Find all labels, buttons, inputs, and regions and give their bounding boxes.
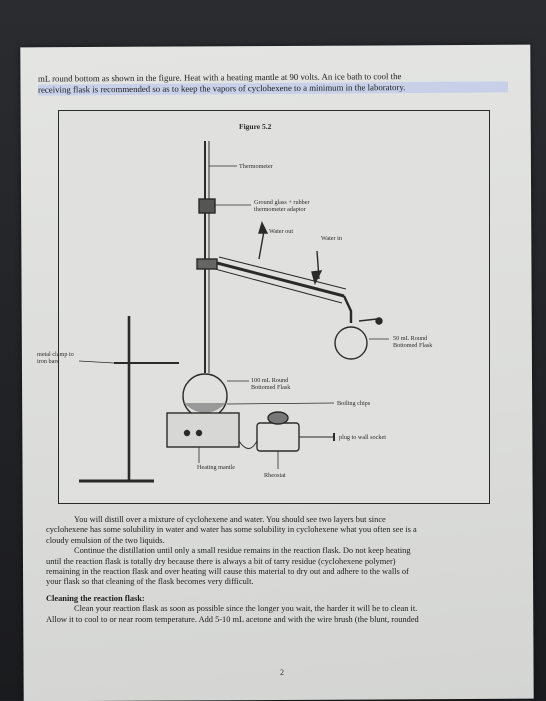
label-100ml-flask-1: 100 mL Round <box>251 377 289 384</box>
figure-5-2 <box>37 110 490 504</box>
paragraph-2-line-4: your flask so that cleaning of the flask becomes very difficult. <box>46 577 254 587</box>
label-water-out: Water out <box>269 228 294 235</box>
label-50ml-flask-1: 50 mL Round <box>393 335 428 342</box>
body-text <box>46 515 492 625</box>
paragraph-2-line-3: remaining in the reaction flask and over heating will cause this material to dry out and adhere to the walls of <box>46 567 409 577</box>
condenser-tube <box>217 263 344 296</box>
cleaning-heading: Cleaning the reaction flask: <box>46 593 145 603</box>
receiving-flask <box>335 327 367 359</box>
page-number: 2 <box>280 668 284 677</box>
heating-mantle <box>167 413 239 447</box>
label-adaptor-2: thermometer adaptor <box>254 206 306 213</box>
label-100ml-flask-2: Bottomed Flask <box>251 384 291 391</box>
label-water-in: Water in <box>321 235 342 242</box>
label-plug: plug to wall socket <box>339 434 386 441</box>
label-rheostat: Rheostat <box>264 472 286 479</box>
thermometer-adaptor <box>199 199 215 213</box>
paragraph-1-line-3: cloudy emulsion of the two liquids. <box>46 535 165 545</box>
distillation-apparatus-drawing <box>59 111 489 503</box>
label-clamp-1: metal clamp to <box>37 351 74 358</box>
paragraph-3-line-1: Clean your reaction flask as soon as possible since the longer you wait, the harder it will be to clean it. <box>74 604 418 614</box>
label-heating-mantle: Heating mantle <box>197 464 235 471</box>
paragraph-1-line-2: cyclohexene has some solubility in water and water has some solubility in cyclohexene what you often see is a <box>46 525 417 535</box>
intro-text <box>38 70 508 95</box>
paragraph-1-line-1: You will distill over a mixture of cyclohexene and water. You should see two layers but since <box>74 515 386 524</box>
paragraph-3-line-2: Allow it to cool to or near room temperature. Add 5-10 mL acetone and with the wire brush (the blunt, rounded <box>46 614 419 624</box>
paragraph-2-line-1: Continue the distillation until only a small residue remains in the reaction flask. Do not keep heating <box>74 546 411 556</box>
label-50ml-flask-2: Bottomed Flask <box>393 342 433 349</box>
rheostat <box>257 423 299 451</box>
label-thermometer: Thermometer <box>239 163 273 170</box>
label-adaptor-1: Ground glass + rubber <box>254 199 310 206</box>
intro-line-1: mL round bottom as shown in the figure. Heat with a heating mantle at 90 volts. An ice bath to cool the <box>37 71 402 84</box>
figure-title: Figure 5.2 <box>239 122 272 131</box>
label-clamp-2: iron bars <box>37 358 59 365</box>
label-boiling-chips: Boiling chips <box>337 400 371 407</box>
paragraph-2-line-2: until the reaction flask is totally dry because there is always a bit of tarry residue (cyclohexene polymer) <box>46 556 396 566</box>
intro-line-2: receiving flask is recommended so as to keep the vapors of cyclohexene to a minimum in the laboratory. <box>38 81 508 95</box>
